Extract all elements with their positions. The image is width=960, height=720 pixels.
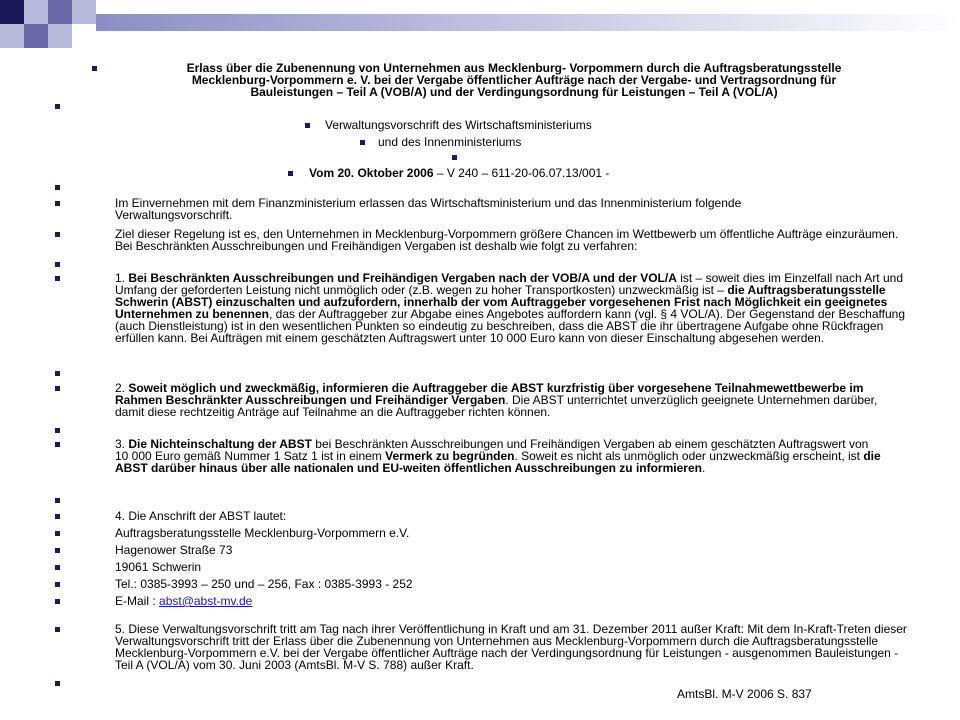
paragraph-1-bold-2: die Auftragsberatungsstelle Schwerin (ABST) einzuschalten und aufzufordern, innerhalb der vom Auftraggeber vorgesehenen Frist nach Möglichkeit ein geeignetes Unternehmen zu benennen bbox=[115, 283, 888, 321]
paragraph-3-text-2: 10 000 Euro gemäß Nummer 1 Satz 1 ist in einem bbox=[115, 449, 386, 463]
address-email-line bbox=[115, 595, 252, 607]
paragraph-5: 5. Diese Verwaltungsvorschrift tritt am Tag nach ihrer Veröffentlichung in Kraft und am 31. Dezember 2011 außer Kraft: Mit dem In-Kraft-Treten dieser Verwaltungsvorschrift tritt der Erlass über die Zubenennung von Unternehmen aus Mecklenburg-Vorpommern durch die Auftragsberatungsstelle Mecklenburg-Vorpommern e.V. bei der Vergabe öffentlicher Aufträge nach der Verdingungsordnung für Leistungen - ausgenommen Bauleistungen - Teil A (VOL/A) vom 30. Juni 2003 (AmtsBl. M-V S. 788) außer Kraft. bbox=[115, 622, 907, 672]
paragraph-3-text-1: bei Beschränkten Ausschreibungen und Freihändigen Vergaben ab einem geschätzten Auftragswert von bbox=[311, 437, 869, 451]
bullet-icon bbox=[288, 171, 293, 176]
paragraph-1-text-1: ist – soweit dies im Einzelfall nach Art und Umfang der geforderten Leistung nicht unmöglich oder (z.B. wegen zu hoher Transportkosten) unzweckmäßig ist – bbox=[115, 271, 903, 297]
deco-square-slate-1 bbox=[48, 0, 72, 24]
deco-square-light-2 bbox=[72, 0, 96, 24]
address-city: 19061 Schwerin bbox=[115, 560, 202, 574]
paragraph-3-text-4: . bbox=[701, 461, 706, 475]
header-decoration bbox=[0, 0, 960, 48]
deco-square-navy bbox=[0, 0, 24, 24]
bullet-icon bbox=[55, 371, 60, 376]
paragraph-2 bbox=[115, 382, 895, 418]
paragraph-2-text: . Die ABST unterrichtet unverzüglich geeignete Unternehmen darüber, damit diese rechtzeitig Anträge auf Teilnahme an die Auftraggeber richten können. bbox=[115, 393, 878, 419]
bullet-icon bbox=[55, 262, 60, 267]
deco-square-light-3 bbox=[0, 24, 24, 48]
intro-paragraph-2: Ziel dieser Regelung ist es, den Unternehmen in Mecklenburg-Vorpommern größere Chancen im Wettbewerb um öffentliche Aufträge einzuräumen. Bei Beschränkten Ausschreibungen und Freihändigen Vergaben ist deshalb wie folgt zu verfahren: bbox=[115, 227, 899, 253]
header-gradient-band bbox=[96, 14, 960, 31]
bullet-icon bbox=[305, 123, 310, 128]
bullet-icon bbox=[55, 582, 60, 587]
email-label: E-Mail : bbox=[115, 594, 160, 608]
issuer-line-2: und des Innenministeriums bbox=[378, 135, 522, 149]
bullet-icon bbox=[55, 498, 60, 503]
bullet-icon bbox=[55, 531, 60, 536]
date-line bbox=[309, 167, 609, 179]
document-title: Erlass über die Zubenennung von Unternehmen aus Mecklenburg- Vorpommern durch die Auftragsberatungsstelle Mecklenburg-Vorpommern e. V. bei der Vergabe öffentlicher Aufträge nach der Vergabe- und Vertragsordnung für Bauleistungen – Teil A (VOB/A) und der Verdingungsordnung für Leistungen – Teil A (VOL/A) bbox=[186, 61, 842, 99]
address-heading: 4. Die Anschrift der ABST lautet: bbox=[115, 509, 287, 523]
paragraph-3-text-3: . Soweit es nicht als unmöglich oder unzweckmäßig erscheint, ist bbox=[514, 449, 864, 463]
paragraph-1 bbox=[115, 272, 915, 344]
bullet-icon bbox=[55, 428, 60, 433]
paragraph-2-number: 2. bbox=[115, 381, 129, 395]
issuer-line-1: Verwaltungsvorschrift des Wirtschaftsministeriums bbox=[325, 118, 592, 132]
bullet-icon bbox=[452, 155, 457, 160]
bullet-icon bbox=[55, 599, 60, 604]
paragraph-3-bold-3: die ABST darüber hinaus über alle nationalen und EU-weiten öffentlichen Ausschreibungen zu informieren bbox=[115, 449, 881, 475]
deco-square-slate-2 bbox=[24, 24, 48, 48]
deco-square-light-1 bbox=[24, 0, 48, 24]
bullet-icon bbox=[360, 140, 365, 145]
bullet-icon bbox=[55, 185, 60, 190]
date-prefix: Vom 20. Oktober 2006 bbox=[309, 166, 434, 180]
deco-square-light-4 bbox=[48, 24, 72, 48]
bullet-icon bbox=[55, 514, 60, 519]
paragraph-3-bold-1: Die Nichteinschaltung der ABST bbox=[128, 437, 312, 451]
bullet-icon bbox=[55, 565, 60, 570]
date-reference: – V 240 – 611-20-06.07.13/001 - bbox=[433, 166, 610, 180]
bullet-icon bbox=[55, 232, 60, 237]
bullet-icon bbox=[55, 276, 60, 281]
bullet-icon bbox=[55, 548, 60, 553]
address-street: Hagenower Straße 73 bbox=[115, 543, 233, 557]
paragraph-1-number: 1. bbox=[115, 271, 129, 285]
bullet-icon bbox=[55, 201, 60, 206]
paragraph-1-bold-1: Bei Beschränkten Ausschreibungen und Freihändigen Vergaben nach der VOB/A und der VOL/A bbox=[128, 271, 677, 285]
address-phone: Tel.: 0385-3993 – 250 und – 256, Fax : 0385-3993 - 252 bbox=[115, 577, 413, 591]
bullet-icon bbox=[55, 442, 60, 447]
paragraph-3-number: 3. bbox=[115, 437, 129, 451]
paragraph-2-bold: Soweit möglich und zweckmäßig, informieren die Auftraggeber die ABST kurzfristig über vorgesehene Teilnahmewettbewerbe im Rahmen Beschränkter Ausschreibungen und Freihändiger Vergaben bbox=[115, 381, 864, 407]
bullet-icon bbox=[92, 66, 97, 71]
intro-paragraph-1: Im Einvernehmen mit dem Finanzministerium erlassen das Wirtschaftsministerium und das Innenministerium folgende Verwaltungsvorschrift. bbox=[115, 196, 742, 222]
paragraph-1-text-2: , das der Auftraggeber zur Abgabe eines Angebotes auffordern kann (vgl. § 4 VOL/A). Der Gegenstand der Beschaffung (auch Dienstleistung) ist in den wesentlichen Punkten so eindeutig zu beschreiben, dass die ABST die ihr übertragene Aufgabe ohne Rückfragen erfüllen kann. Bei Aufträgen mit einem geschätzten Auftragswert unter 10 000 Euro kann von dieser Einschaltung abgesehen werden. bbox=[115, 307, 905, 345]
bullet-icon bbox=[55, 386, 60, 391]
address-name: Auftragsberatungsstelle Mecklenburg-Vorpommern e.V. bbox=[115, 526, 410, 540]
source-citation: AmtsBl. M-V 2006 S. 837 bbox=[677, 687, 812, 701]
paragraph-3-bold-2: Vermerk zu begründen bbox=[385, 449, 515, 463]
email-link[interactable]: abst@abst-mv.de bbox=[159, 594, 253, 608]
bullet-icon bbox=[55, 681, 60, 686]
paragraph-3 bbox=[115, 438, 905, 474]
bullet-icon bbox=[55, 104, 60, 109]
bullet-icon bbox=[55, 627, 60, 632]
